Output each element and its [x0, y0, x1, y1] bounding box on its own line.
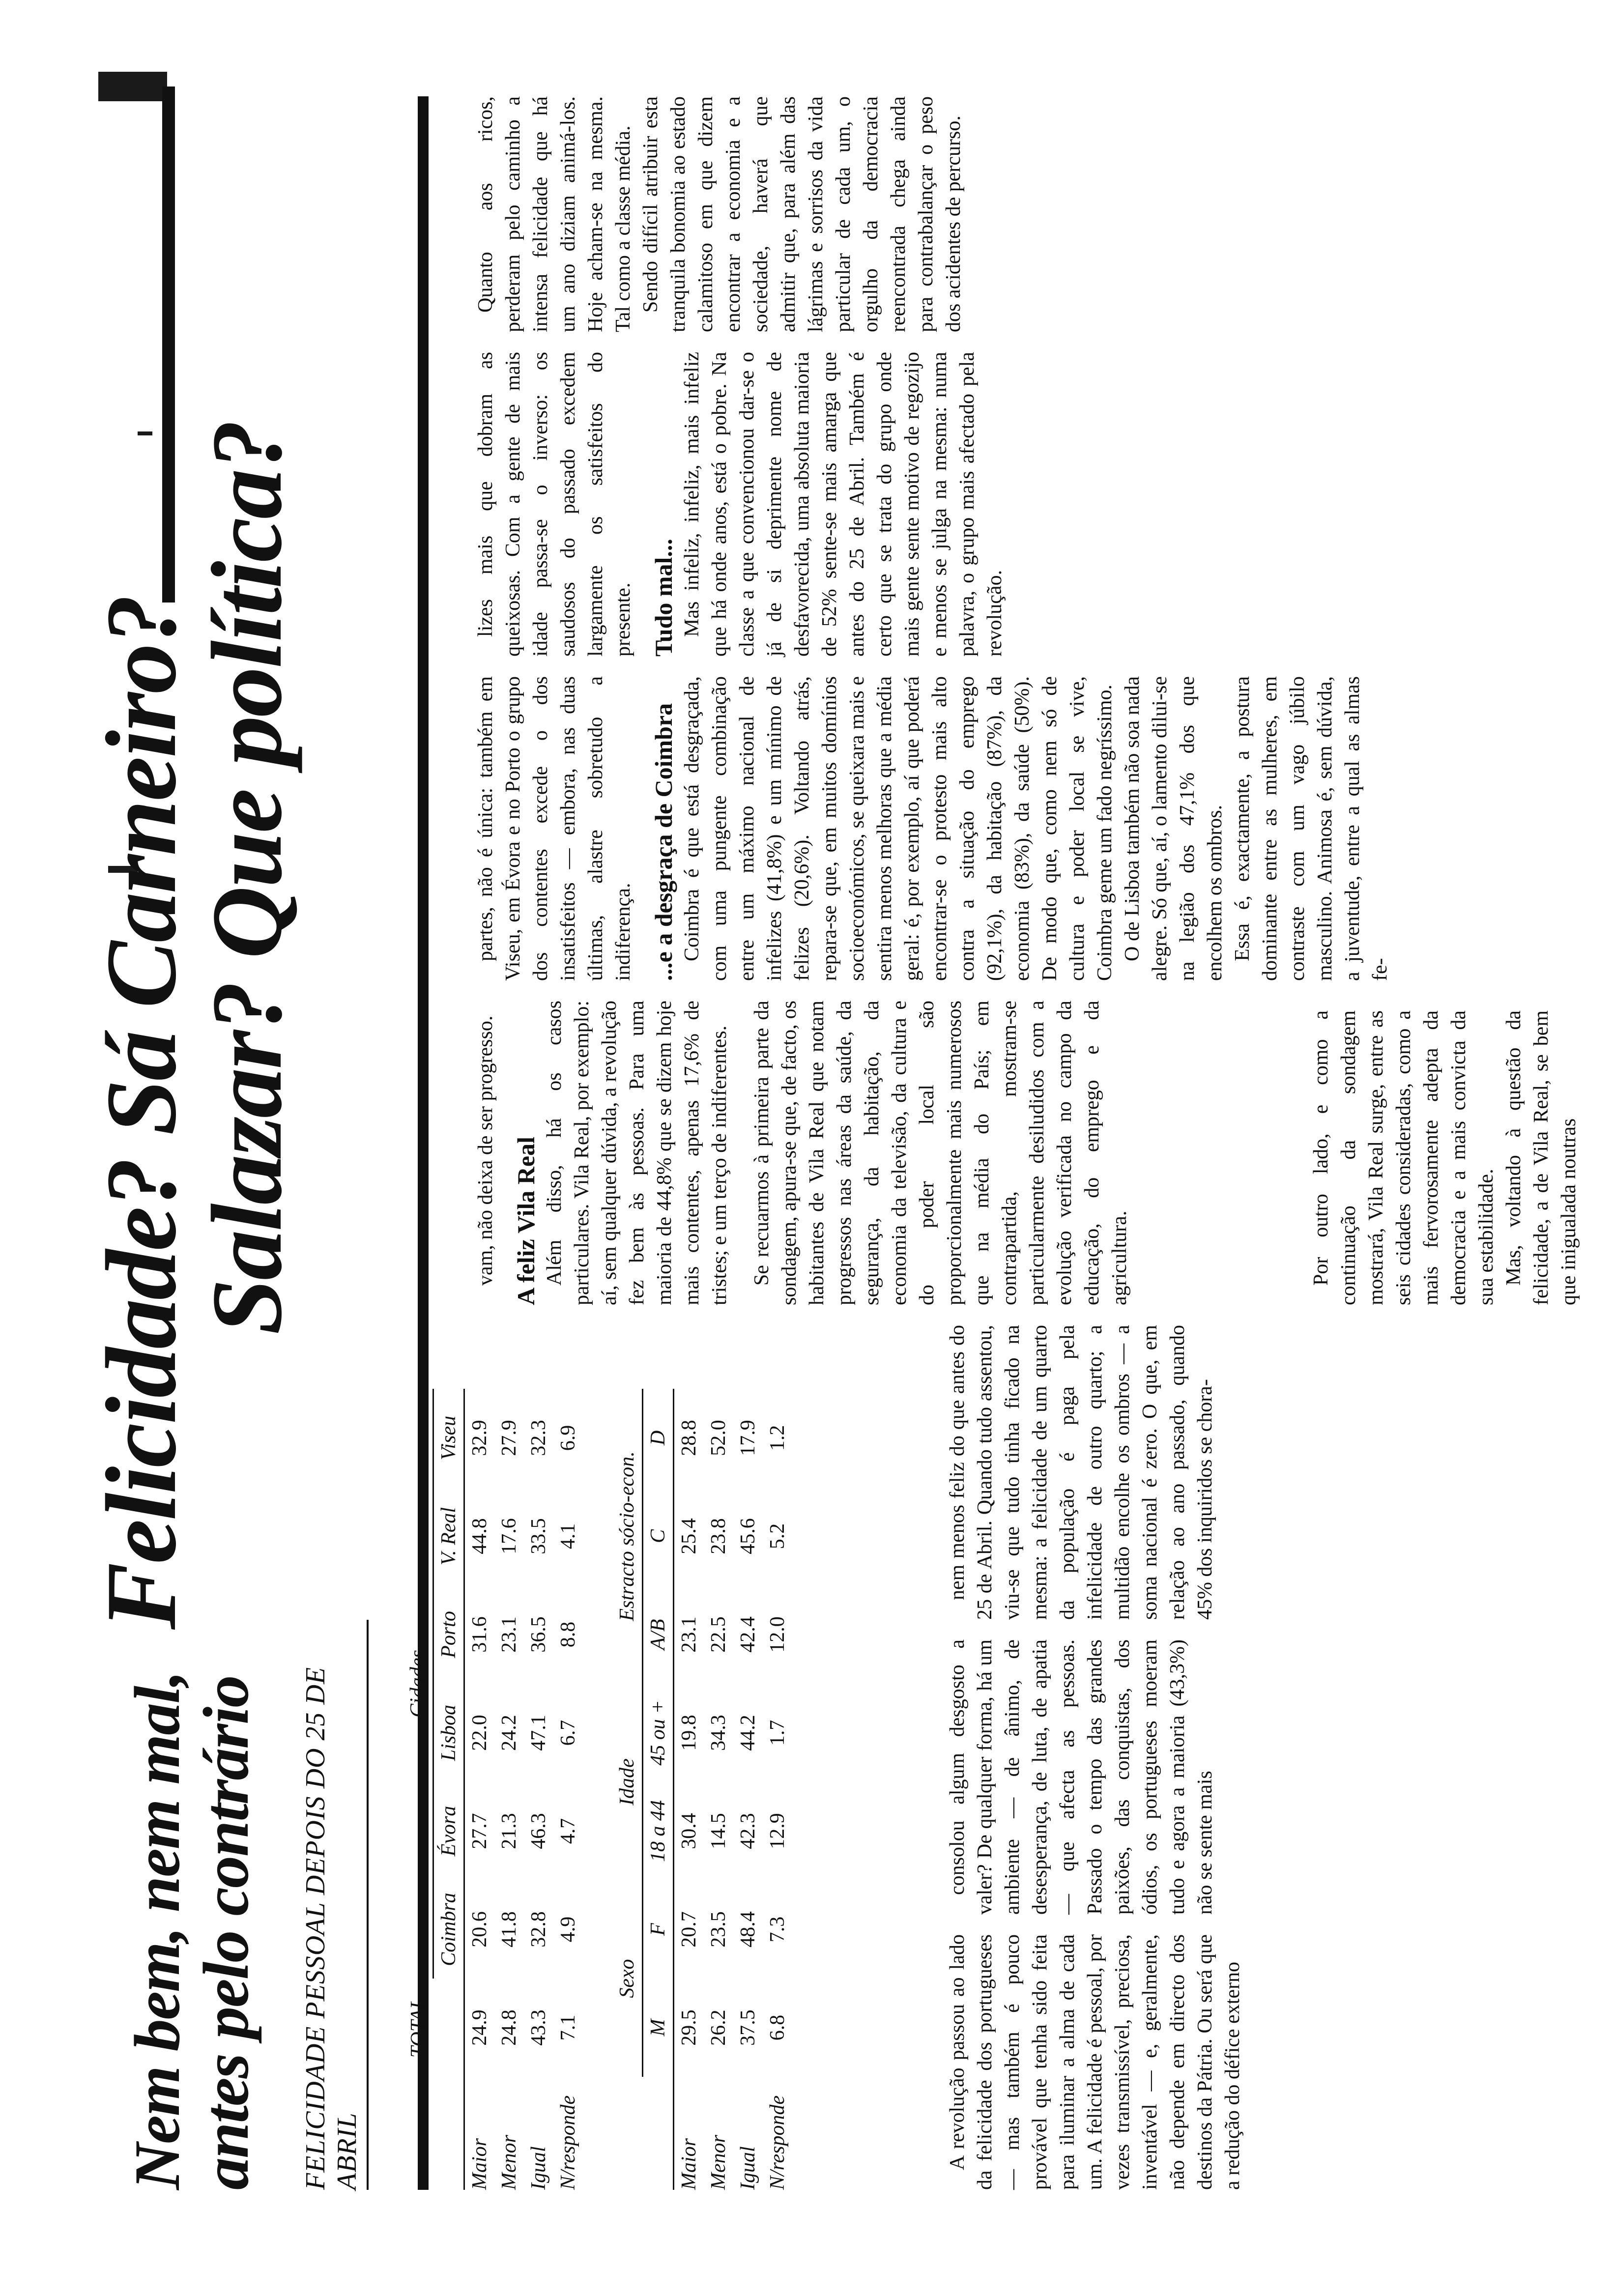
table-cell: 43.3	[527, 2009, 550, 2046]
city-column-header: Porto	[437, 1611, 460, 1658]
paragraph: Além disso, há os casos particulares. Vila Real, por exemplo: aí, sem qualquer dúvida, a revolução fez bem às pessoas. Para uma maioria de 44,8% que se dizem hoje mais contentes, apenas 17,6% de tristes; e um terço de indiferentes.	[543, 1001, 731, 1305]
paragraph: lizes mais que dobram as queixosas. Com a gente de mais idade passa-se o inverso: os saudosos do passado excedem largamente os satisfeitos do presente.	[474, 352, 634, 657]
sub-headline-line-2: antes pelo contrário	[190, 1676, 262, 2190]
table-cell: 20.6	[468, 1911, 491, 1948]
main-headline	[86, 96, 303, 1630]
table-cell: 1.7	[766, 1720, 789, 1746]
group-age: Idade	[612, 1684, 643, 1880]
table-cell: 6.9	[557, 1425, 579, 1451]
table-cell: 12.0	[766, 1616, 789, 1653]
table-cell: 4.1	[557, 1523, 579, 1550]
demo-column-header: C	[647, 1529, 669, 1544]
paragraph: consolou algum desgosto a valer? De qualquer forma, há um ambiente — de ânimo, de desesperança, de luta, de apatia — que afecta as pessoas. Passado o tempo das grandes paixões, das conquistas, dos ódios, os portugueses moeram tudo e agora a maioria (43,3%) não se sente mais	[946, 1639, 1216, 1915]
table-cell: 44.2	[737, 1715, 759, 1751]
table-cell: 8.8	[557, 1621, 579, 1648]
column-4b	[1307, 1010, 1583, 1305]
city-column-header: Lisboa	[437, 1704, 460, 1761]
row-label: Maior	[678, 2138, 700, 2190]
table-cell: 41.8	[498, 1911, 520, 1948]
table-cell: 24.2	[498, 1715, 520, 1751]
table-cell: 37.5	[737, 2009, 759, 2046]
table-row	[733, 1389, 763, 2190]
paragraph: nem menos feliz do que antes do 25 de Abril. Quando tudo assentou, viu-se que tudo tinha ficado na mesma: a felicidade de um quarto da população é paga pela infelicidade de outro quarto; a multidão encolhe os ombros — a soma nacional é zero. O que, em relação ao ano passado, quando 45% dos inquiridos se chora-	[946, 1325, 1216, 1620]
demo-column-header: 18 a 44	[647, 1800, 669, 1862]
row-label: N/responde	[766, 2095, 789, 2190]
paragraph: vam, não deixa de ser progresso.	[474, 1015, 497, 1286]
column-1	[944, 1934, 1246, 2190]
table-cell: 42.3	[737, 1813, 759, 1849]
table-cell: 17.6	[498, 1518, 520, 1554]
city-column-header: V. Real	[437, 1507, 460, 1566]
column-4	[472, 1001, 1133, 1305]
cities-header-row	[433, 1389, 464, 2190]
table-cell: 47.1	[527, 1715, 550, 1751]
table-cell: 27.9	[498, 1420, 520, 1456]
column-2	[944, 1639, 1219, 1915]
row-label: Menor	[498, 2135, 520, 2190]
paragraph: Quanto aos ricos, perderam pelo caminho a intensa felicidade que há um ano diziam animá-los. Hoje acham-se na mesma. Tal como a classe média.	[474, 96, 634, 332]
paragraph: A revolução passou ao lado da felicidade dos portugueses — mas também é pouco provável que tenha sido feita para iluminar a alma de cada um. A felicidade é pessoal, por vezes transmissível, preciosa, inventável — e, geralmente, não depende em directo dos destinos da Pátria. Ou será que a redução do défice externo	[946, 1934, 1244, 2190]
happiness-table	[300, 1315, 792, 2190]
paragraph: Por outro lado, e como a continuação da sondagem mostrará, Vila Real surge, entre as seis cidades consideradas, como a mais fervorosamente adepta da democracia e a mais convicta da sua estabilidade.	[1310, 1010, 1497, 1305]
table-cell: 22.5	[707, 1616, 730, 1653]
paragraph: O de Lisboa também não soa nada alegre. Só que, aí, o lamento dilui-se na legião dos 47,1% dos que encolhem os ombros.	[1121, 676, 1226, 981]
table-cell: 17.9	[737, 1420, 759, 1456]
table-cell: 7.1	[557, 2014, 579, 2041]
demo-column-header: D	[647, 1430, 669, 1446]
table-cell: 26.2	[707, 2009, 730, 2046]
table-cell: 14.5	[707, 1813, 730, 1849]
demo-column-header: F	[647, 1923, 669, 1936]
table-cell: 20.7	[678, 1911, 700, 1948]
table-cell: 12.9	[766, 1813, 789, 1849]
paragraph: partes, não é única: também em Viseu, em Évora e no Porto o grupo dos contentes excede o dos insatisfeitos — embora, nas duas últimas, alastre sobretudo a indiferença.	[474, 676, 634, 981]
group-sex: Sexo	[612, 1880, 643, 2077]
city-column-header: Évora	[437, 1806, 460, 1857]
demo-header-row	[643, 1389, 674, 2190]
table-cell: 32.3	[527, 1420, 550, 1456]
group-total: TOTAL	[406, 1997, 430, 2058]
table-cell: 25.4	[678, 1518, 700, 1554]
paragraph: Se recuarmos à primeira parte da sondagem, apura-se que, de facto, os habitantes de Vila Real que notam progressos nas áreas da saúde, da segurança, da habitação, da economia da televisão, da cultura e do poder local são proporcionalmente mais numerosos que na média do País; em contrapartida, mostram-se particularmente desiludidos com a evolução verificada no campo da educação, do emprego e da agricultura.	[750, 1001, 1131, 1305]
section-heading-tudo-mal: Tudo mal...	[650, 539, 677, 657]
table-cell: 6.7	[557, 1720, 579, 1746]
group-socioeconomic: Estracto sócio-econ.	[612, 1389, 643, 1684]
table-cell: 42.4	[737, 1616, 759, 1653]
column-3	[944, 1325, 1219, 1620]
group-cities: Cidades	[403, 1389, 433, 1979]
main-headline-line-1: Felicidade? Sá Carneiro?	[86, 596, 197, 1630]
demo-column-header: M	[647, 2019, 669, 2037]
demo-body	[674, 1389, 793, 2190]
table-cell: 4.7	[557, 1818, 579, 1844]
table-cell: 24.8	[498, 2009, 520, 2046]
sub-headline-line-1: Nem bem, nem mal,	[121, 1671, 193, 2190]
row-label: Igual	[527, 2146, 550, 2190]
section-heading-coimbra: ...e a desgraça de Coimbra	[650, 703, 677, 981]
table-cell: 23.8	[707, 1518, 730, 1554]
table-cell: 21.3	[498, 1813, 520, 1849]
table-row	[494, 1389, 524, 2190]
row-label: N/responde	[557, 2095, 579, 2190]
table-cell: 19.8	[678, 1715, 700, 1751]
table-demographics	[612, 1389, 792, 2190]
sub-headline	[123, 1659, 260, 2190]
cities-body	[464, 1389, 583, 2190]
table-cell: 32.8	[527, 1911, 550, 1948]
section-heading-vila-real: A feliz Vila Real	[512, 1137, 540, 1305]
row-label: Maior	[468, 2138, 491, 2190]
column-7	[472, 96, 967, 332]
table-cities	[403, 1389, 583, 2190]
paragraph: Coimbra é que está desgraçada, com uma pungente combinação entre um máximo nacional de infelizes (41,8%) e um mínimo de felizes (20,6%). Voltando atrás, repara-se que, em muitos domínios socioeconómicos, se queixara mais e sentira menos melhoras que a média geral: é, por exemplo, aí que poderá encontrar-se o protesto mais alto contra a situação do emprego (92,1%), da habitação (87%), da economia (83%), da saúde (50%). De modo que, como nem só de cultura e poder local se vive, Coimbra geme um fado negríssimo.	[681, 676, 1116, 981]
newspaper-page	[79, 67, 1580, 2229]
table-cell: 32.9	[468, 1420, 491, 1456]
column-6	[472, 352, 1008, 657]
column-5	[472, 676, 1394, 981]
table-cell: 1.2	[766, 1425, 789, 1451]
table-cell: 52.0	[707, 1420, 730, 1456]
row-label: Menor	[707, 2135, 730, 2190]
table-cell: 33.5	[527, 1518, 550, 1554]
paragraph: Mas infeliz, infeliz, mais infeliz que há onde anos, está o pobre. Na classe a que convencionou dar-se o já de si deprimente nome de desfavorecida, uma absoluta maioria de 52% sente-se mais amarga que antes do 25 de Abril. Também é certo que se trata do grupo onde mais gente sente motivo de regozijo e menos se julga na mesma: numa palavra, o grupo mais afectado pela revolução.	[681, 352, 1006, 657]
table-cell: 27.7	[468, 1813, 491, 1849]
table-cell: 23.1	[498, 1616, 520, 1653]
table-cell: 28.8	[678, 1420, 700, 1456]
table-cell: 6.8	[766, 2014, 789, 2041]
demo-column-header: 45 ou +	[647, 1700, 669, 1766]
table-cell: 4.9	[557, 1916, 579, 1943]
table-row	[553, 1389, 583, 2190]
table-cell: 48.4	[737, 1911, 759, 1948]
table-cell: 36.5	[527, 1616, 550, 1653]
table-row	[704, 1389, 733, 2190]
table-row	[763, 1389, 792, 2190]
table-cell: 23.5	[707, 1911, 730, 1948]
table-cell: 34.3	[707, 1715, 730, 1751]
row-label: Igual	[737, 2146, 759, 2190]
table-row	[464, 1389, 495, 2190]
table-cell: 7.3	[766, 1916, 789, 1943]
table-cell: 44.8	[468, 1518, 491, 1554]
table-cell: 46.3	[527, 1813, 550, 1849]
table-cell: 45.6	[737, 1518, 759, 1554]
city-column-header: Coimbra	[437, 1893, 460, 1966]
city-column-header: Viseu	[437, 1415, 460, 1461]
table-cell: 5.2	[766, 1523, 789, 1550]
table-row	[674, 1389, 704, 2190]
table-cell: 24.9	[468, 2009, 491, 2046]
paragraph: Sendo difícil atribuir esta tranquila bonomia ao estado calamitoso em que dizem encontrar a economia e a sociedade, haverá que admitir que, para além das lágrimas e sorrisos da vida particular de cada um, o orgulho da democracia reencontrada chega ainda para contrabalançar o peso dos acidentes de percurso.	[639, 96, 965, 332]
main-headline-line-2: Salazar? Que política?	[191, 421, 303, 1335]
table-row	[524, 1389, 553, 2190]
paragraph: Essa é, exactamente, a postura dominante entre as mulheres, em contraste com um vago júbilo masculino. Animosa é, sem dúvida, a juventude, entre a qual as almas fe-	[1231, 676, 1391, 981]
table-cell: 29.5	[678, 2009, 700, 2046]
table-cell: 23.1	[678, 1616, 700, 1653]
table-cell: 31.6	[468, 1616, 491, 1653]
table-cell: 30.4	[678, 1813, 700, 1849]
paragraph: Mas, voltando à questão da felicidade, a de Vila Real, se bem que inigualada noutras	[1502, 1010, 1580, 1305]
table-cell: 22.0	[468, 1715, 491, 1751]
table-title: FELICIDADE PESSOAL DEPOIS DO 25 DE ABRIL	[300, 1620, 369, 2190]
demo-column-header: A/B	[647, 1619, 669, 1650]
